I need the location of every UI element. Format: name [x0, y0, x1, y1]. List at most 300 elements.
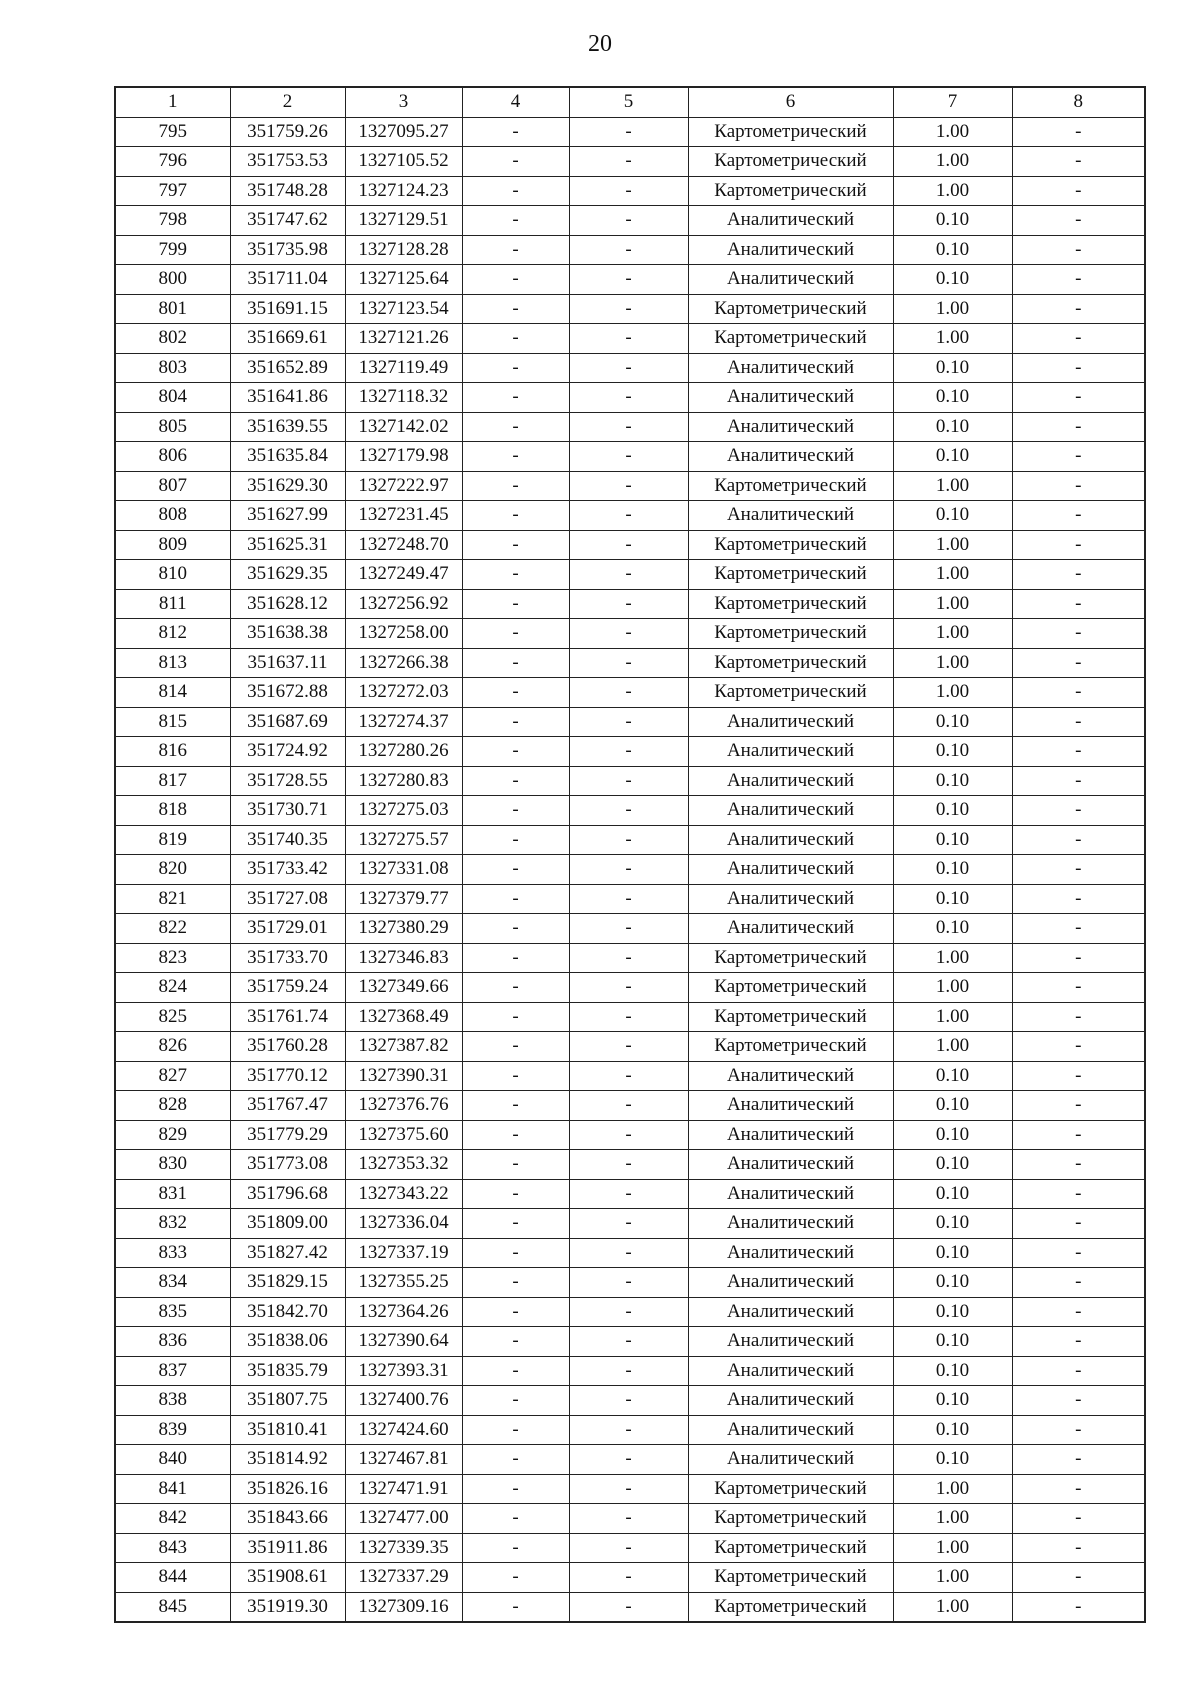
cell-accuracy: 0.10	[893, 265, 1012, 295]
cell-point-number: 811	[115, 589, 230, 619]
cell-col-5: -	[569, 1415, 688, 1445]
cell-col-5: -	[569, 1209, 688, 1239]
cell-coord-y: 1327118.32	[345, 383, 462, 413]
cell-col-5: -	[569, 648, 688, 678]
cell-col-4: -	[462, 943, 569, 973]
cell-coord-x: 351641.86	[230, 383, 345, 413]
cell-col-8: -	[1012, 412, 1145, 442]
cell-accuracy: 1.00	[893, 530, 1012, 560]
cell-coord-x: 351729.01	[230, 914, 345, 944]
table-row	[115, 1504, 1145, 1534]
cell-accuracy: 1.00	[893, 1002, 1012, 1032]
cell-coord-y: 1327364.26	[345, 1297, 462, 1327]
cell-col-4: -	[462, 471, 569, 501]
cell-col-5: -	[569, 855, 688, 885]
table-row	[115, 147, 1145, 177]
cell-coord-y: 1327337.19	[345, 1238, 462, 1268]
cell-point-number: 839	[115, 1415, 230, 1445]
cell-accuracy: 0.10	[893, 825, 1012, 855]
cell-col-8: -	[1012, 1356, 1145, 1386]
cell-coord-x: 351773.08	[230, 1150, 345, 1180]
cell-col-8: -	[1012, 235, 1145, 265]
cell-coord-y: 1327280.26	[345, 737, 462, 767]
cell-accuracy: 1.00	[893, 117, 1012, 147]
cell-accuracy: 0.10	[893, 1268, 1012, 1298]
cell-coord-y: 1327179.98	[345, 442, 462, 472]
cell-col-4: -	[462, 501, 569, 531]
cell-col-8: -	[1012, 1268, 1145, 1298]
cell-point-number: 835	[115, 1297, 230, 1327]
cell-col-5: -	[569, 1474, 688, 1504]
cell-point-number: 805	[115, 412, 230, 442]
table-row	[115, 884, 1145, 914]
cell-col-8: -	[1012, 589, 1145, 619]
cell-coord-y: 1327105.52	[345, 147, 462, 177]
cell-coord-x: 351629.35	[230, 560, 345, 590]
cell-col-8: -	[1012, 884, 1145, 914]
cell-method: Картометрический	[688, 678, 893, 708]
cell-coord-y: 1327339.35	[345, 1533, 462, 1563]
cell-col-5: -	[569, 1533, 688, 1563]
cell-coord-x: 351753.53	[230, 147, 345, 177]
cell-col-8: -	[1012, 1002, 1145, 1032]
cell-method: Картометрический	[688, 1002, 893, 1032]
cell-method: Картометрический	[688, 943, 893, 973]
cell-coord-y: 1327355.25	[345, 1268, 462, 1298]
cell-col-5: -	[569, 324, 688, 354]
cell-col-4: -	[462, 1474, 569, 1504]
column-header-3: 3	[345, 87, 462, 117]
cell-col-4: -	[462, 1563, 569, 1593]
cell-accuracy: 0.10	[893, 383, 1012, 413]
cell-coord-x: 351835.79	[230, 1356, 345, 1386]
cell-coord-y: 1327343.22	[345, 1179, 462, 1209]
cell-accuracy: 0.10	[893, 501, 1012, 531]
cell-col-8: -	[1012, 707, 1145, 737]
cell-coord-y: 1327125.64	[345, 265, 462, 295]
table-body	[115, 117, 1145, 1622]
cell-col-8: -	[1012, 530, 1145, 560]
cell-coord-x: 351635.84	[230, 442, 345, 472]
cell-col-4: -	[462, 412, 569, 442]
cell-coord-y: 1327393.31	[345, 1356, 462, 1386]
table-row	[115, 1415, 1145, 1445]
cell-point-number: 806	[115, 442, 230, 472]
cell-accuracy: 0.10	[893, 1091, 1012, 1121]
table-row	[115, 1563, 1145, 1593]
cell-accuracy: 0.10	[893, 1150, 1012, 1180]
cell-accuracy: 0.10	[893, 1120, 1012, 1150]
cell-point-number: 814	[115, 678, 230, 708]
cell-col-5: -	[569, 1268, 688, 1298]
cell-col-4: -	[462, 1150, 569, 1180]
cell-point-number: 829	[115, 1120, 230, 1150]
cell-accuracy: 0.10	[893, 855, 1012, 885]
cell-point-number: 836	[115, 1327, 230, 1357]
cell-coord-x: 351760.28	[230, 1032, 345, 1062]
cell-coord-x: 351724.92	[230, 737, 345, 767]
cell-accuracy: 1.00	[893, 943, 1012, 973]
column-header-2: 2	[230, 87, 345, 117]
page-number: 20	[588, 31, 612, 57]
table-row	[115, 1592, 1145, 1622]
cell-col-8: -	[1012, 678, 1145, 708]
cell-coord-y: 1327275.03	[345, 796, 462, 826]
table-row	[115, 235, 1145, 265]
table-row	[115, 737, 1145, 767]
cell-coord-y: 1327346.83	[345, 943, 462, 973]
cell-col-4: -	[462, 884, 569, 914]
table-row	[115, 1474, 1145, 1504]
table-header-row	[115, 87, 1145, 117]
cell-coord-y: 1327390.64	[345, 1327, 462, 1357]
cell-col-8: -	[1012, 1474, 1145, 1504]
cell-col-4: -	[462, 442, 569, 472]
table-row	[115, 383, 1145, 413]
cell-coord-y: 1327467.81	[345, 1445, 462, 1475]
cell-col-8: -	[1012, 973, 1145, 1003]
cell-col-8: -	[1012, 501, 1145, 531]
cell-point-number: 804	[115, 383, 230, 413]
cell-method: Картометрический	[688, 589, 893, 619]
cell-coord-x: 351810.41	[230, 1415, 345, 1445]
cell-col-5: -	[569, 766, 688, 796]
cell-accuracy: 1.00	[893, 471, 1012, 501]
cell-col-8: -	[1012, 442, 1145, 472]
cell-coord-y: 1327119.49	[345, 353, 462, 383]
cell-coord-x: 351672.88	[230, 678, 345, 708]
cell-col-5: -	[569, 619, 688, 649]
cell-col-5: -	[569, 884, 688, 914]
cell-col-5: -	[569, 707, 688, 737]
cell-method: Аналитический	[688, 707, 893, 737]
cell-accuracy: 1.00	[893, 324, 1012, 354]
cell-coord-x: 351638.38	[230, 619, 345, 649]
cell-coord-y: 1327400.76	[345, 1386, 462, 1416]
cell-col-4: -	[462, 147, 569, 177]
cell-point-number: 826	[115, 1032, 230, 1062]
cell-method: Аналитический	[688, 265, 893, 295]
cell-accuracy: 1.00	[893, 619, 1012, 649]
cell-col-4: -	[462, 206, 569, 236]
cell-accuracy: 0.10	[893, 707, 1012, 737]
cell-col-4: -	[462, 1209, 569, 1239]
cell-col-4: -	[462, 117, 569, 147]
cell-col-4: -	[462, 1002, 569, 1032]
cell-accuracy: 1.00	[893, 147, 1012, 177]
cell-col-5: -	[569, 1238, 688, 1268]
cell-method: Аналитический	[688, 1445, 893, 1475]
cell-col-4: -	[462, 1179, 569, 1209]
cell-coord-y: 1327368.49	[345, 1002, 462, 1032]
cell-method: Картометрический	[688, 560, 893, 590]
cell-accuracy: 0.10	[893, 442, 1012, 472]
cell-coord-y: 1327266.38	[345, 648, 462, 678]
cell-col-4: -	[462, 1504, 569, 1534]
cell-col-8: -	[1012, 471, 1145, 501]
cell-point-number: 833	[115, 1238, 230, 1268]
cell-col-4: -	[462, 176, 569, 206]
table-row	[115, 176, 1145, 206]
cell-accuracy: 1.00	[893, 1474, 1012, 1504]
cell-point-number: 802	[115, 324, 230, 354]
cell-coord-y: 1327231.45	[345, 501, 462, 531]
cell-col-4: -	[462, 530, 569, 560]
cell-col-8: -	[1012, 1209, 1145, 1239]
column-header-5: 5	[569, 87, 688, 117]
cell-col-8: -	[1012, 265, 1145, 295]
table-row	[115, 707, 1145, 737]
cell-col-5: -	[569, 825, 688, 855]
column-header-8: 8	[1012, 87, 1145, 117]
cell-method: Аналитический	[688, 1091, 893, 1121]
cell-coord-y: 1327248.70	[345, 530, 462, 560]
cell-col-5: -	[569, 1327, 688, 1357]
cell-col-5: -	[569, 1032, 688, 1062]
cell-col-8: -	[1012, 294, 1145, 324]
cell-col-8: -	[1012, 1327, 1145, 1357]
cell-coord-y: 1327142.02	[345, 412, 462, 442]
column-header-6: 6	[688, 87, 893, 117]
cell-coord-y: 1327256.92	[345, 589, 462, 619]
cell-coord-x: 351807.75	[230, 1386, 345, 1416]
cell-col-8: -	[1012, 1386, 1145, 1416]
cell-coord-x: 351911.86	[230, 1533, 345, 1563]
column-header-7: 7	[893, 87, 1012, 117]
table-row	[115, 589, 1145, 619]
cell-col-5: -	[569, 914, 688, 944]
cell-coord-y: 1327095.27	[345, 117, 462, 147]
cell-col-4: -	[462, 1386, 569, 1416]
cell-coord-x: 351639.55	[230, 412, 345, 442]
cell-point-number: 822	[115, 914, 230, 944]
cell-accuracy: 0.10	[893, 737, 1012, 767]
cell-coord-y: 1327353.32	[345, 1150, 462, 1180]
cell-col-5: -	[569, 206, 688, 236]
cell-point-number: 820	[115, 855, 230, 885]
cell-col-4: -	[462, 294, 569, 324]
table-row	[115, 678, 1145, 708]
cell-coord-x: 351809.00	[230, 1209, 345, 1239]
cell-col-8: -	[1012, 1504, 1145, 1534]
table-row	[115, 825, 1145, 855]
cell-col-5: -	[569, 353, 688, 383]
table-row	[115, 1179, 1145, 1209]
cell-col-8: -	[1012, 1120, 1145, 1150]
cell-coord-x: 351767.47	[230, 1091, 345, 1121]
cell-col-8: -	[1012, 1238, 1145, 1268]
table-row	[115, 1533, 1145, 1563]
cell-col-8: -	[1012, 1445, 1145, 1475]
cell-col-5: -	[569, 1091, 688, 1121]
cell-coord-x: 351727.08	[230, 884, 345, 914]
cell-point-number: 810	[115, 560, 230, 590]
cell-col-8: -	[1012, 1091, 1145, 1121]
cell-accuracy: 1.00	[893, 1592, 1012, 1622]
cell-accuracy: 0.10	[893, 766, 1012, 796]
cell-coord-y: 1327129.51	[345, 206, 462, 236]
cell-coord-x: 351627.99	[230, 501, 345, 531]
cell-point-number: 828	[115, 1091, 230, 1121]
cell-col-8: -	[1012, 855, 1145, 885]
cell-col-5: -	[569, 501, 688, 531]
table-row	[115, 973, 1145, 1003]
cell-coord-x: 351628.12	[230, 589, 345, 619]
cell-col-5: -	[569, 943, 688, 973]
cell-coord-y: 1327387.82	[345, 1032, 462, 1062]
cell-coord-x: 351827.42	[230, 1238, 345, 1268]
cell-col-8: -	[1012, 914, 1145, 944]
cell-point-number: 817	[115, 766, 230, 796]
cell-method: Аналитический	[688, 383, 893, 413]
cell-method: Аналитический	[688, 353, 893, 383]
cell-coord-x: 351728.55	[230, 766, 345, 796]
cell-col-5: -	[569, 265, 688, 295]
cell-point-number: 795	[115, 117, 230, 147]
cell-col-4: -	[462, 1592, 569, 1622]
cell-coord-x: 351838.06	[230, 1327, 345, 1357]
table-row	[115, 1002, 1145, 1032]
cell-accuracy: 0.10	[893, 1209, 1012, 1239]
cell-col-4: -	[462, 1091, 569, 1121]
cell-coord-x: 351770.12	[230, 1061, 345, 1091]
cell-coord-x: 351748.28	[230, 176, 345, 206]
cell-method: Картометрический	[688, 147, 893, 177]
cell-accuracy: 1.00	[893, 1533, 1012, 1563]
cell-coord-y: 1327222.97	[345, 471, 462, 501]
cell-method: Аналитический	[688, 1061, 893, 1091]
cell-coord-x: 351779.29	[230, 1120, 345, 1150]
cell-col-4: -	[462, 1415, 569, 1445]
cell-col-5: -	[569, 1002, 688, 1032]
cell-col-5: -	[569, 294, 688, 324]
cell-accuracy: 0.10	[893, 1415, 1012, 1445]
cell-point-number: 800	[115, 265, 230, 295]
cell-coord-x: 351826.16	[230, 1474, 345, 1504]
cell-col-8: -	[1012, 796, 1145, 826]
cell-coord-y: 1327376.76	[345, 1091, 462, 1121]
cell-coord-x: 351759.26	[230, 117, 345, 147]
cell-coord-x: 351814.92	[230, 1445, 345, 1475]
cell-coord-x: 351747.62	[230, 206, 345, 236]
cell-col-5: -	[569, 737, 688, 767]
table-row	[115, 1445, 1145, 1475]
table-row	[115, 294, 1145, 324]
cell-point-number: 809	[115, 530, 230, 560]
cell-accuracy: 0.10	[893, 914, 1012, 944]
cell-coord-y: 1327375.60	[345, 1120, 462, 1150]
cell-accuracy: 0.10	[893, 1061, 1012, 1091]
cell-method: Картометрический	[688, 117, 893, 147]
cell-col-5: -	[569, 117, 688, 147]
cell-col-5: -	[569, 1297, 688, 1327]
cell-method: Аналитический	[688, 442, 893, 472]
cell-coord-y: 1327337.29	[345, 1563, 462, 1593]
cell-col-8: -	[1012, 648, 1145, 678]
cell-method: Картометрический	[688, 176, 893, 206]
cell-coord-x: 351629.30	[230, 471, 345, 501]
cell-method: Аналитический	[688, 855, 893, 885]
cell-coord-x: 351761.74	[230, 1002, 345, 1032]
cell-accuracy: 1.00	[893, 973, 1012, 1003]
cell-point-number: 834	[115, 1268, 230, 1298]
cell-method: Аналитический	[688, 1179, 893, 1209]
cell-coord-x: 351796.68	[230, 1179, 345, 1209]
table-row	[115, 648, 1145, 678]
cell-point-number: 827	[115, 1061, 230, 1091]
cell-col-4: -	[462, 914, 569, 944]
cell-accuracy: 1.00	[893, 294, 1012, 324]
cell-coord-y: 1327121.26	[345, 324, 462, 354]
cell-col-5: -	[569, 1445, 688, 1475]
cell-col-4: -	[462, 707, 569, 737]
cell-accuracy: 1.00	[893, 176, 1012, 206]
cell-coord-y: 1327124.23	[345, 176, 462, 206]
cell-coord-x: 351691.15	[230, 294, 345, 324]
cell-col-8: -	[1012, 1592, 1145, 1622]
cell-method: Аналитический	[688, 766, 893, 796]
cell-col-5: -	[569, 442, 688, 472]
cell-method: Аналитический	[688, 825, 893, 855]
cell-col-8: -	[1012, 1563, 1145, 1593]
cell-col-4: -	[462, 648, 569, 678]
cell-coord-x: 351733.42	[230, 855, 345, 885]
table-row	[115, 1120, 1145, 1150]
table-row	[115, 412, 1145, 442]
cell-method: Картометрический	[688, 1592, 893, 1622]
cell-col-5: -	[569, 973, 688, 1003]
cell-col-5: -	[569, 1061, 688, 1091]
cell-method: Аналитический	[688, 1268, 893, 1298]
cell-col-5: -	[569, 678, 688, 708]
cell-col-8: -	[1012, 353, 1145, 383]
cell-method: Аналитический	[688, 235, 893, 265]
cell-col-8: -	[1012, 206, 1145, 236]
cell-col-4: -	[462, 619, 569, 649]
cell-accuracy: 0.10	[893, 1297, 1012, 1327]
cell-point-number: 837	[115, 1356, 230, 1386]
cell-accuracy: 1.00	[893, 678, 1012, 708]
cell-point-number: 807	[115, 471, 230, 501]
table-row	[115, 442, 1145, 472]
cell-coord-y: 1327390.31	[345, 1061, 462, 1091]
cell-col-4: -	[462, 1238, 569, 1268]
cell-col-5: -	[569, 1592, 688, 1622]
cell-col-5: -	[569, 383, 688, 413]
cell-point-number: 798	[115, 206, 230, 236]
cell-coord-x: 351711.04	[230, 265, 345, 295]
cell-method: Картометрический	[688, 619, 893, 649]
cell-coord-y: 1327123.54	[345, 294, 462, 324]
cell-method: Аналитический	[688, 1297, 893, 1327]
cell-coord-x: 351829.15	[230, 1268, 345, 1298]
cell-point-number: 830	[115, 1150, 230, 1180]
cell-point-number: 796	[115, 147, 230, 177]
table-row	[115, 914, 1145, 944]
cell-point-number: 821	[115, 884, 230, 914]
cell-col-4: -	[462, 353, 569, 383]
cell-coord-y: 1327258.00	[345, 619, 462, 649]
cell-col-8: -	[1012, 1533, 1145, 1563]
table-row	[115, 265, 1145, 295]
cell-point-number: 815	[115, 707, 230, 737]
cell-col-5: -	[569, 1120, 688, 1150]
table-row	[115, 1238, 1145, 1268]
cell-col-5: -	[569, 412, 688, 442]
cell-col-5: -	[569, 560, 688, 590]
cell-accuracy: 0.10	[893, 353, 1012, 383]
table-row	[115, 117, 1145, 147]
